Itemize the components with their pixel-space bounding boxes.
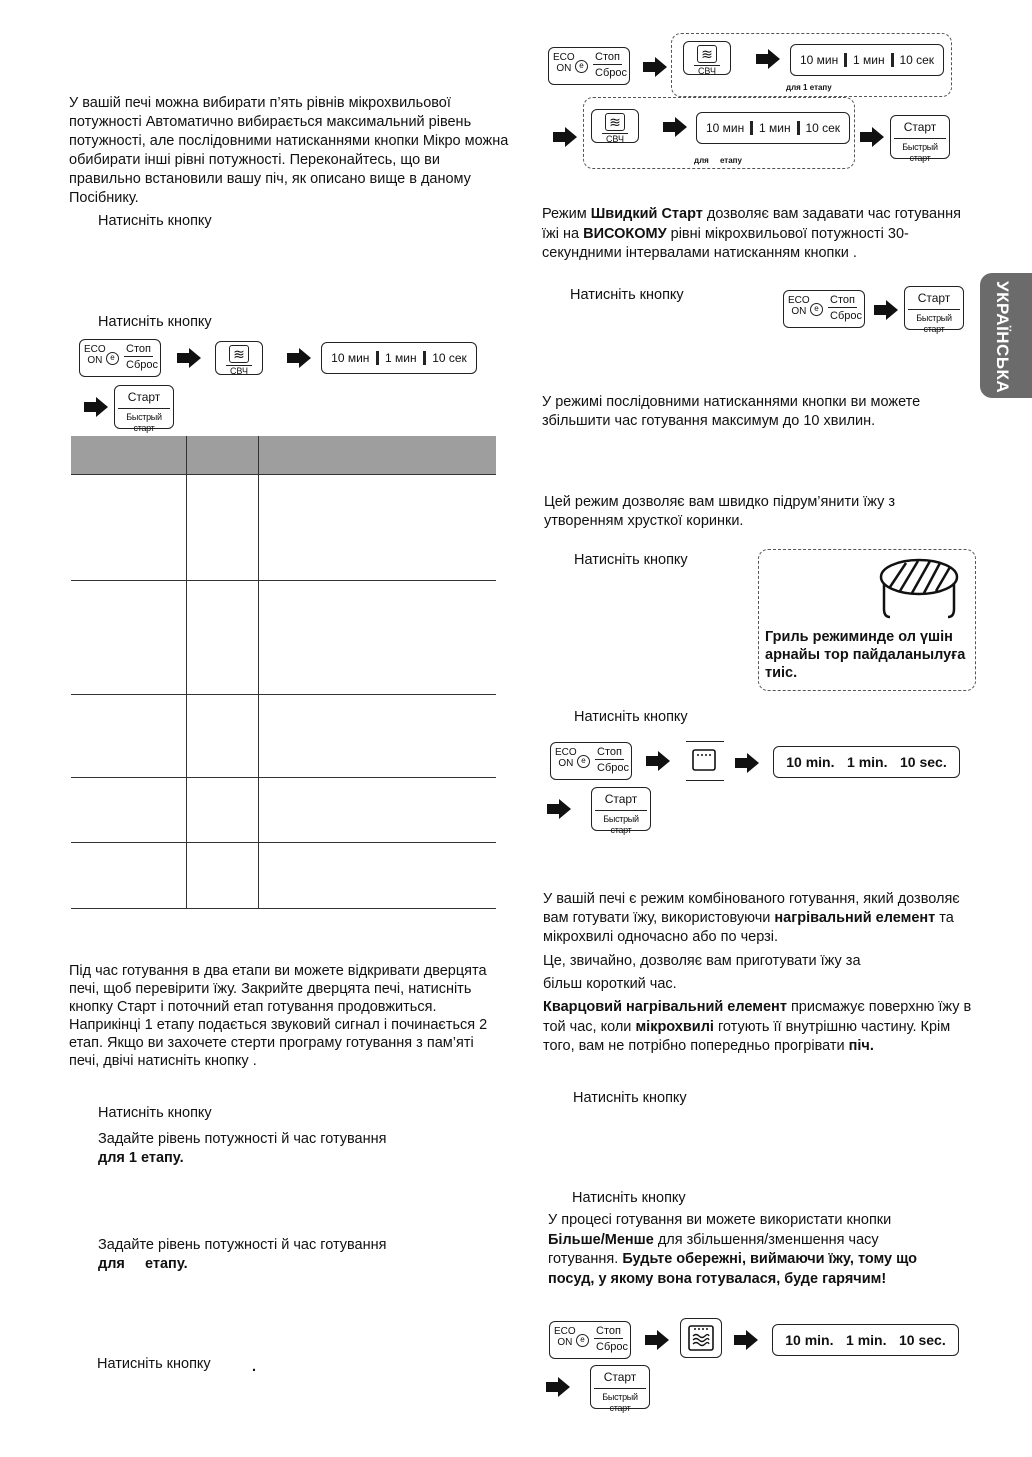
start-button[interactable]: Старт Быстрый старт [114,385,174,429]
stage2-caption: для етапу [694,156,742,165]
microwave-icon: ≋ [605,113,625,131]
arrow-right-icon [645,1330,669,1350]
reset-label: Сброс [126,359,158,371]
arrow-right-icon [553,127,577,147]
table-header [71,436,496,474]
stop-label: Стоп [126,343,151,355]
time-buttons[interactable]: 10 min. 1 min. 10 sec. [772,1324,959,1356]
micro-button[interactable]: ≋ СВЧ [683,41,731,75]
press-button-text-2: Натисніть кнопку [98,314,212,330]
arrow-right-icon [756,49,780,69]
eco-stop-reset-button[interactable]: ECO ON e Стоп Сброс [549,1321,631,1359]
combo-paragraph-1: У вашій печі є режим комбінованого готування, який дозволяє вам готувати їжу, використовуючи нагрівальний елемент та мікрохвилі одночасно або по черзі. [543,891,960,945]
combo-paragraph-3: Кварцовий нагрівальний елемент присмажує поверхню їжу в той час, коли мікрохвилі готують її внутрішню частину. Крім того, вам не потрібно попередньо прогрівати піч. [543,999,972,1054]
press-button-text-4: Натисніть кнопку [97,1356,211,1372]
stage1-caption: для 1 етапу [786,83,832,92]
arrow-right-icon [547,799,571,819]
arrow-right-icon [874,300,898,320]
time-buttons[interactable]: 10 мин 1 мин 10 сек [790,44,944,76]
combo-paragraph-2: Це, звичайно, дозволяє вам приготувати їжу за більш короткий час. [543,953,861,992]
time-buttons[interactable]: 10 мин 1 мин 10 сек [696,112,850,144]
press-button-grill: Натисніть кнопку [574,552,688,568]
quick-start-paragraph: Режим Швидкий Старт дозволяє вам задавати час готування їжі на ВИСОКОМУ рівні мікрохвильової потужності 30- секундними інтервалами натисканням кнопки . [542,206,961,261]
micro-button[interactable]: ≋ СВЧ [215,341,263,375]
grill-button[interactable] [686,741,724,781]
time-buttons[interactable]: 10 min. 1 min. 10 sec. [773,746,960,778]
1-min-button[interactable]: 1 мин [385,350,417,365]
stage2-instruction: Задайте рівень потужності й час готування для етапу. [98,1237,387,1272]
eco-stop-reset-button[interactable]: ECO ON e Стоп Сброс [79,339,161,377]
arrow-right-icon [177,348,201,368]
language-tab[interactable] [980,273,1032,398]
during-cooking-paragraph: У процесі готування ви можете використати кнопки Більше/Менше для збільшення/зменшення часу готування. Будьте обережні, виймаючи їжу, тому що посуд, у якому вона готувалася, буде гарячим! [548,1212,918,1287]
microwave-icon: ≋ [697,45,717,63]
start-button[interactable]: Старт Быстрый старт [890,115,950,159]
eco-icon: e [577,755,590,768]
combi-icon [688,1325,714,1351]
eco-icon: e [576,1334,589,1347]
press-button-combo: Натисніть кнопку [573,1090,687,1106]
10-min-button[interactable]: 10 мин [331,350,370,365]
arrow-right-icon [643,57,667,77]
eco-icon: e [106,352,119,365]
grill-icon [692,749,716,771]
rack-note-text: Гриль режиминде ол үшін арнайы тор пайдаланылуға тиіс. [765,629,966,681]
increase-paragraph: У режимі послідовними натисканнями кнопки ви можете збільшити час готування максимум до 10 хвилин. [542,394,921,429]
eco-stop-reset-button[interactable]: ECO ON e Стоп Сброс [783,290,865,328]
eco-stop-reset-button[interactable]: ECO ON e Стоп Сброс [550,742,632,780]
arrow-right-icon [663,117,687,137]
10-sec-button[interactable]: 10 сек [432,350,467,365]
micro-button[interactable]: ≋ СВЧ [591,109,639,143]
arrow-right-icon [546,1377,570,1397]
start-button[interactable]: Старт Быстрый старт [904,286,964,330]
microwave-icon: ≋ [229,345,249,363]
arrow-right-icon [646,751,670,771]
start-button[interactable]: Старт Быстрый старт [591,787,651,831]
grill-rack-icon [876,557,962,621]
eco-stop-reset-button[interactable]: ECO ON e Стоп Сброс [548,47,630,85]
arrow-right-icon [735,753,759,773]
press-button-text-1: Натисніть кнопку [98,213,212,229]
intro-paragraph: У вашій печі можна вибирати п’ять рівнів мікрохвильової потужності Автоматично вибирається максимальний рівень потужності, але послідовними натисканнями кнопки Мікро можна обибирати інші рівні потужності. Переконайтесь, що ви правильно встановили вашу піч, як описано вище в даному Посібнику. [69,95,509,206]
arrow-right-icon [734,1330,758,1350]
press-button-text-3: Натисніть кнопку [98,1105,212,1121]
time-buttons[interactable] [321,342,477,374]
press-button-grill-2: Натисніть кнопку [574,709,688,725]
eco-icon: e [575,60,588,73]
grill-paragraph: Цей режим дозволяє вам швидко підрум’янити їжу з утворенням хрусткої коринки. [544,494,896,529]
eco-icon: e [810,303,823,316]
language-tab-label: УКРАЇНСЬКА [993,281,1012,394]
press-button-quick: Натисніть кнопку [570,287,684,303]
arrow-right-icon [287,348,311,368]
arrow-right-icon [84,397,108,417]
two-stage-paragraph: Під час готування в два етапи ви можете відкривати дверцята печі, щоб перевірити їжу. Закрийте дверцята печі, натисніть кнопку Старт і поточний етап готування продовжиться. Наприкінці 1 етапу подається звуковий сигнал і починається 2 етап. Якщо ви захочете стерти програму готування з пам’яті печі, двічі натисніть кнопку . [69,963,488,1069]
start-button[interactable]: Старт Быстрый старт [590,1365,650,1409]
press-button-combo-2: Натисніть кнопку [572,1190,686,1206]
arrow-right-icon [860,127,884,147]
stage1-instruction: Задайте рівень потужності й час готування для 1 етапу. [98,1131,387,1166]
combi-button[interactable] [680,1318,722,1358]
